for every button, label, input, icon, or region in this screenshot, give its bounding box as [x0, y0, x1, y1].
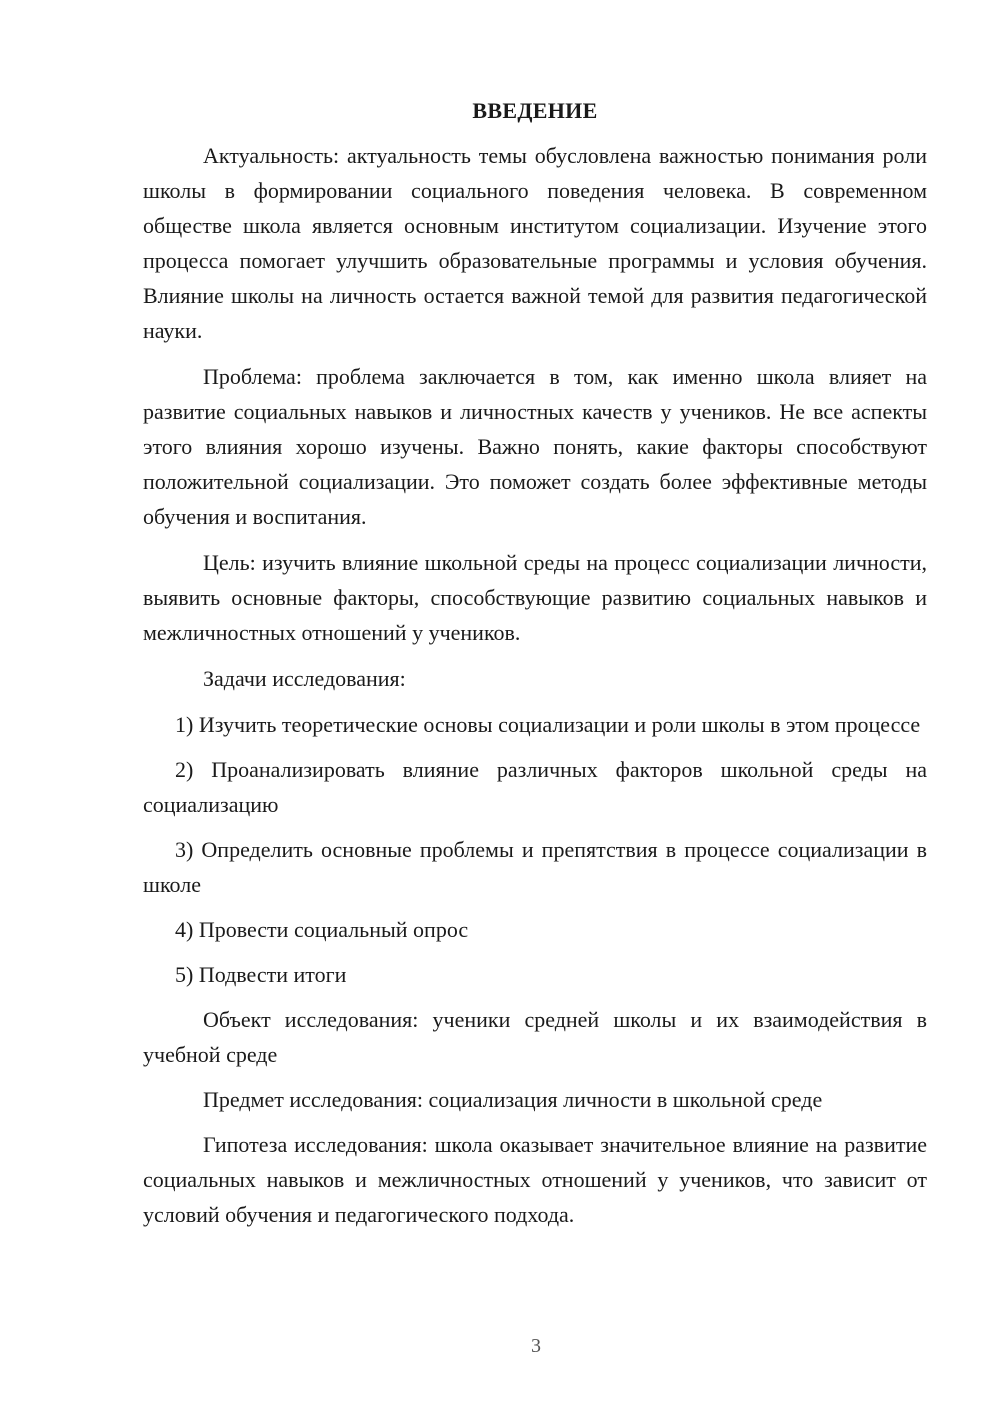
paragraph-subject: Предмет исследования: социализация личности в школьной среде: [203, 1087, 823, 1112]
paragraph-relevance: Актуальность: актуальность темы обусловлена важностью понимания роли школы в формировании социального поведения человека. В современном обществе школа является основным институтом социализации. Изучение этого процесса помогает улучшить образовательные программы и условия обучения. Влияние школы на личность остается важной темой для развития педагогической науки.: [143, 143, 927, 343]
task-item-1: 1) Изучить теоретические основы социализации и роли школы в этом процессе: [175, 712, 921, 737]
page-number: 3: [531, 1335, 541, 1357]
tasks-heading: Задачи исследования:: [203, 666, 406, 691]
page-content: [143, 96, 927, 1232]
paragraph-hypothesis: Гипотеза исследования: школа оказывает значительное влияние на развитие социальных навыков и межличностных отношений у учеников, что зависит от условий обучения и педагогического подхода.: [143, 1132, 927, 1227]
paragraph-problem: Проблема: проблема заключается в том, как именно школа влияет на развитие социальных навыков и личностных качеств у учеников. Не все аспекты этого влияния хорошо изучены. Важно понять, какие факторы способствуют положительной социализации. Это поможет создать более эффективные методы обучения и воспитания.: [143, 364, 927, 529]
task-item-5: 5) Подвести итоги: [175, 962, 347, 987]
task-item-3: 3) Определить основные проблемы и препятствия в процессе социализации в школе: [143, 837, 927, 897]
paragraph-object: Объект исследования: ученики средней школы и их взаимодействия в учебной среде: [143, 1007, 927, 1067]
page-title: ВВЕДЕНИЕ: [472, 98, 598, 123]
task-item-2: 2) Проанализировать влияние различных факторов школьной среды на социализацию: [143, 757, 927, 817]
paragraph-goal: Цель: изучить влияние школьной среды на процесс социализации личности, выявить основные факторы, способствующие развитию социальных навыков и межличностных отношений у учеников.: [143, 550, 927, 645]
task-item-4: 4) Провести социальный опрос: [175, 917, 469, 942]
